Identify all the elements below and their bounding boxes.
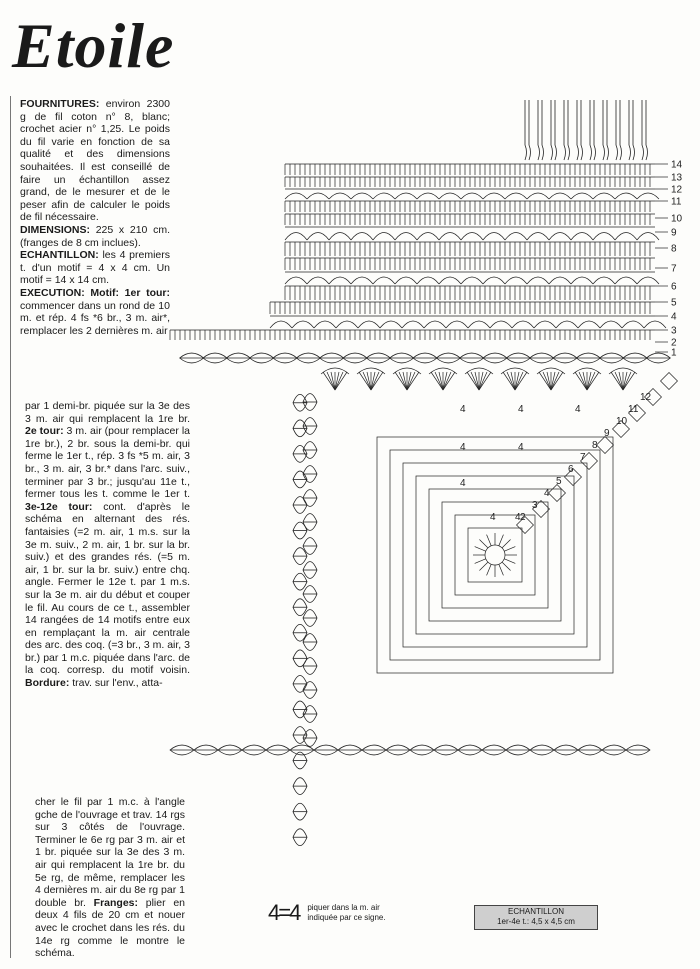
center-stitch bbox=[479, 539, 487, 547]
diagonal-round-number: 2 bbox=[520, 512, 526, 523]
fringe-strand bbox=[642, 100, 644, 160]
stitch-row bbox=[285, 189, 659, 199]
motif-number-4: 4 bbox=[460, 442, 466, 453]
row-number-labels bbox=[655, 160, 683, 359]
label-tour3-12: 3e-12e tour: bbox=[25, 500, 93, 513]
diagonal-round-number: 11 bbox=[628, 404, 639, 415]
center-stitch bbox=[504, 559, 515, 564]
row-number: 8 bbox=[671, 243, 677, 255]
motif-number-4: 4 bbox=[575, 404, 581, 415]
label-franges: Franges: bbox=[93, 896, 139, 909]
row-number: 9 bbox=[671, 227, 677, 239]
execution-text: commencer dans un rond de 10 m. et rép. 4 fs *6 br., 3 m. air*, remplacer les 2 dernières m. air bbox=[20, 299, 170, 337]
diagonal-round-number: 12 bbox=[640, 392, 652, 403]
echantillon-text: les 4 premiers t. d'un motif = 4 x 4 cm. Un motif = 14 x 14 cm. bbox=[20, 249, 170, 287]
stitch-row bbox=[285, 201, 655, 212]
label-tour2: 2e tour: bbox=[25, 425, 64, 438]
legend bbox=[268, 902, 399, 924]
motif-number-4: 4 bbox=[518, 442, 524, 453]
fan-shell bbox=[609, 368, 637, 390]
column-rule bbox=[10, 96, 11, 958]
row-number: 10 bbox=[671, 213, 683, 225]
stitch-row bbox=[285, 242, 655, 256]
center-stitch bbox=[475, 547, 486, 552]
motif-number-4: 4 bbox=[460, 404, 466, 415]
fan-shell bbox=[465, 368, 493, 390]
motif-round bbox=[377, 437, 613, 673]
label-execution: EXECUTION: Motif: 1er tour: bbox=[20, 286, 170, 299]
fringe-strand bbox=[568, 100, 570, 160]
row-number: 5 bbox=[671, 297, 677, 309]
center-stitch bbox=[499, 535, 504, 546]
motif-round bbox=[429, 489, 561, 621]
legend-text: piquer dans la m. air indiquée par ce signe. bbox=[307, 903, 386, 922]
tour2-text: 3 m. air (pour remplacer la 1re br.), 2 br. sous la demi-br. qui ferme le 1er t., rép. 3 fs *5 m. air, 3 br., 3 m. air, 3 br.* dans l'arc. suiv., terminer par 3 br.; jusqu'au 11e t., fermer tous les t. comme le 1er t. bbox=[25, 425, 190, 501]
fan-shell bbox=[573, 368, 601, 390]
echantillon-box-value: 1er-4e t.: 4,5 x 4,5 cm bbox=[497, 917, 575, 926]
diagonal-round-number: 9 bbox=[604, 428, 610, 439]
diagonal-round-number: 10 bbox=[616, 416, 628, 427]
center-stitch bbox=[499, 564, 504, 575]
tour3-12-text: cont. d'après le schéma en alternant des rés. fantaisies (=2 m. air, 1 m.s. sur la 3e m. suiv., 2 m. air, 1 br. sur la br. suiv.) et des grandes rés. (=5 m. air, 1 br. sur la br. suiv.) entre chq. angle. Fermer le 12e t. par 1 m.s. sur la 3e m. air du début et couper le fil. Au cours de ce t., assembler 14 rangées de 14 motifs entre eux en remplaçant la m. air centrale des arc. des coq. (=3 br., 3 m. air, 3 br.) par 1 m.c. piquée dans l'arc. de la coq. corresp. du motif voisin. bbox=[25, 500, 190, 677]
fournitures-text: environ 2300 g de fil coton n° 8, blanc; crochet acier n° 1,25. Le poids du fil varie en fonction de sa qualité et des dimensions souhaitées. Il est conseillé de faire un échantillon assez grand, de le mesurer et de le peser afin de calculer le poids de fil nécessaire. bbox=[20, 98, 170, 224]
stitch-row bbox=[270, 316, 666, 328]
motif-number-4: 4 bbox=[460, 478, 466, 489]
stitch-row bbox=[285, 227, 659, 240]
fringe-strand bbox=[577, 100, 579, 160]
row-number: 12 bbox=[671, 184, 683, 196]
stitch-row bbox=[170, 330, 655, 340]
fringe-strand bbox=[607, 100, 609, 160]
border-rows bbox=[170, 164, 666, 340]
row-number: 6 bbox=[671, 281, 677, 293]
label-dimensions: DIMENSIONS: bbox=[20, 223, 91, 236]
diagonal-shell bbox=[549, 485, 566, 502]
fringe-strand bbox=[590, 100, 592, 160]
label-fournitures: FOURNITURES: bbox=[20, 98, 100, 110]
diagonal-round-number: 3 bbox=[532, 500, 538, 511]
join-symbol: 4=4 bbox=[268, 900, 300, 925]
fringe-strand bbox=[603, 100, 605, 160]
fringe-strand bbox=[555, 100, 557, 160]
echantillon-box-title: ECHANTILLON bbox=[507, 907, 564, 916]
fringe-strand bbox=[525, 100, 527, 160]
fringe-strands bbox=[525, 100, 648, 160]
row-number: 4 bbox=[671, 311, 677, 323]
diagonal-round-number: 7 bbox=[580, 452, 586, 463]
franges-text: plier en deux 4 fils de 20 cm et nouer avec le crochet dans les rés. du 14e rg comme le montre le schéma. bbox=[35, 896, 185, 960]
diagonal-round-number: 6 bbox=[568, 464, 574, 475]
row-number: 2 bbox=[671, 337, 677, 349]
row-number: 11 bbox=[671, 196, 682, 208]
motif-center-ring bbox=[485, 545, 505, 565]
stitch-row bbox=[285, 272, 659, 284]
dimensions-text: 225 x 210 cm. (franges de 8 cm inclues). bbox=[20, 223, 170, 249]
stitch-row bbox=[270, 302, 655, 314]
center-stitch bbox=[487, 535, 492, 546]
fringe-strand bbox=[581, 100, 583, 160]
crochet-chart bbox=[150, 90, 690, 890]
fringe-strand bbox=[538, 100, 540, 160]
motif-round bbox=[416, 476, 574, 634]
top-lattice bbox=[180, 353, 671, 363]
fan-shell bbox=[537, 368, 565, 390]
diagonal-shell bbox=[661, 373, 678, 390]
fringe-strand bbox=[633, 100, 635, 160]
center-stitch bbox=[475, 559, 486, 564]
tour1-end-text: par 1 demi-br. piquée sur la 3e des 3 m. air qui remplacent la 1re br. bbox=[25, 400, 190, 425]
fringe-strand bbox=[646, 100, 648, 160]
center-stitch bbox=[502, 539, 510, 547]
bordure-text: trav. sur l'env., atta- bbox=[69, 677, 163, 690]
row-number: 13 bbox=[671, 172, 683, 184]
diagonal-round-number: 4 bbox=[544, 488, 550, 499]
row-number: 1 bbox=[671, 347, 677, 359]
inner-left-lattice bbox=[303, 394, 317, 747]
fan-shell bbox=[501, 368, 529, 390]
motif-round bbox=[455, 515, 535, 595]
bottom-lattice bbox=[170, 745, 650, 755]
motif-diagram bbox=[321, 368, 677, 673]
echantillon-box bbox=[474, 905, 598, 930]
fringe-strand bbox=[594, 100, 596, 160]
motif-number-labels bbox=[460, 392, 652, 523]
stitch-row bbox=[285, 214, 655, 225]
fringe-strand bbox=[564, 100, 566, 160]
center-stitch bbox=[502, 562, 510, 570]
fan-shell bbox=[393, 368, 421, 390]
fringe-strand bbox=[616, 100, 618, 160]
fringe-strand bbox=[542, 100, 544, 160]
motif-number-4: 4 bbox=[490, 512, 496, 523]
center-stitch bbox=[487, 564, 492, 575]
stitch-row bbox=[285, 164, 655, 175]
row-number: 14 bbox=[671, 159, 683, 171]
motif-round bbox=[403, 463, 587, 647]
fan-shell bbox=[321, 368, 349, 390]
motif-number-4: 4 bbox=[515, 512, 521, 523]
text-block-1 bbox=[20, 98, 170, 337]
fringe-strand bbox=[620, 100, 622, 160]
motif-number-4: 4 bbox=[518, 404, 524, 415]
bordure-continued-text: cher le fil par 1 m.c. à l'angle gche de l'ouvrage et trav. 14 rgs sur 3 côtés de l'ouvrage. Terminer le 6e rg par 3 m. air et 1 br. piquée sur la 3e des 3 m. air qui remplacent la 1re br. du 5e rg, de même, remplacer les 4 dernières m. air du 8e rg par 1 double br. bbox=[35, 796, 185, 909]
stitch-row bbox=[285, 258, 655, 270]
stitch-row bbox=[285, 177, 655, 187]
diagonal-round-number: 8 bbox=[592, 440, 598, 451]
diagonal-round-number: 5 bbox=[556, 476, 562, 487]
fan-shell bbox=[429, 368, 457, 390]
label-bordure: Bordure: bbox=[25, 677, 70, 690]
motif-round bbox=[390, 450, 600, 660]
diagonal-shell bbox=[597, 437, 614, 454]
row-number: 7 bbox=[671, 263, 677, 275]
page-title: Etoile bbox=[12, 10, 175, 81]
row-number: 3 bbox=[671, 325, 677, 337]
stitch-row bbox=[285, 286, 655, 300]
fringe-strand bbox=[529, 100, 531, 160]
center-stitch bbox=[479, 562, 487, 570]
left-lattice bbox=[293, 394, 307, 845]
fringe-strand bbox=[551, 100, 553, 160]
label-echantillon: ECHANTILLON: bbox=[20, 249, 99, 262]
fan-shell bbox=[357, 368, 385, 390]
center-stitch bbox=[504, 547, 515, 552]
fringe-strand bbox=[629, 100, 631, 160]
lattice-border bbox=[170, 353, 670, 846]
